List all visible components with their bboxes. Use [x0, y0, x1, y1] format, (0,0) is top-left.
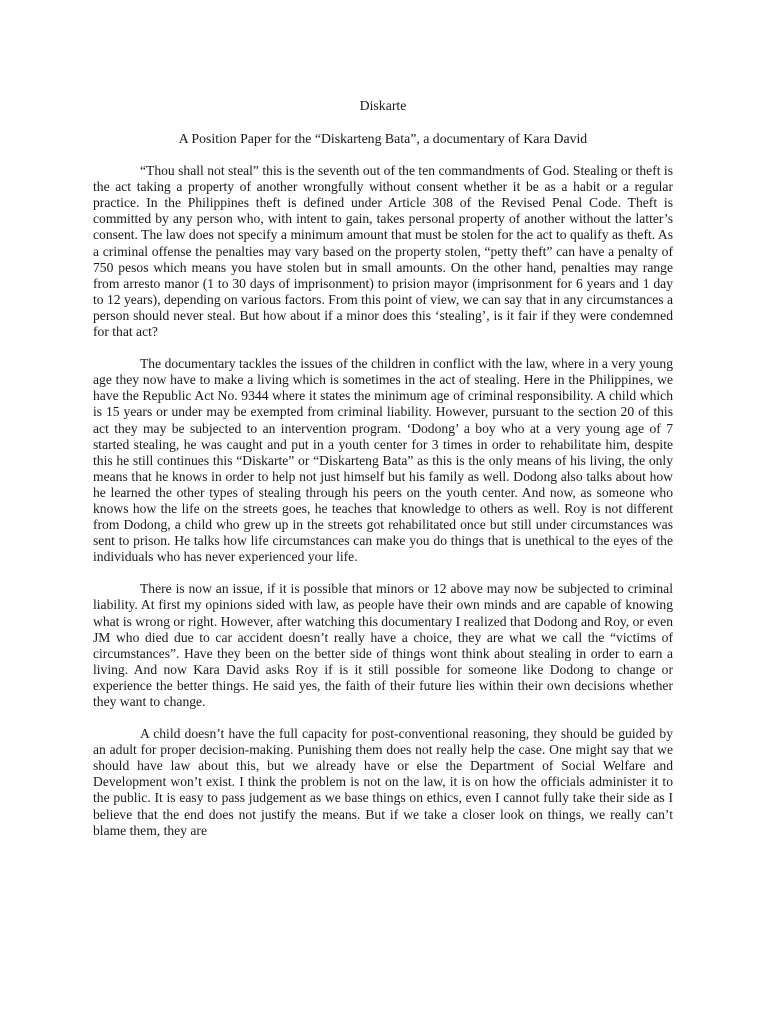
paragraph-4: A child doesn’t have the full capacity for post-conventional reasoning, they should be guided by an adult for proper decision-making. Punishing them does not really help the case. One might say that we should have law about this, but we already have or else the Department of Social Welfare and Development won’t exist. I think the problem is not on the law, it is on how the officials administer it to the public. It is easy to pass judgement as we base things on ethics, even I cannot fully take their side as I believe that the end does not justify the means. But if we take a closer look on things, we really can’t blame them, they are — [93, 726, 673, 838]
paragraph-3: There is now an issue, if it is possible that minors or 12 above may now be subjected to criminal liability. At first my opinions sided with law, as people have their own minds and are capable of knowing what is wrong or right. However, after watching this documentary I realized that Dodong and Roy, or even JM who died due to car accident doesn’t really have a choice, they are what we call the “victims of circumstances”. Have they been on the better side of things wont think about stealing in order to earn a living. And now Kara David asks Roy if is it still possible for someone like Dodong to change or experience the better things. He said yes, the faith of their future lies within their own decisions whether they want to change. — [93, 581, 673, 709]
paragraph-2: The documentary tackles the issues of the children in conflict with the law, where in a very young age they now have to make a living which is sometimes in the act of stealing. Here in the Philippines, we have the Republic Act No. 9344 where it states the minimum age of criminal responsibility. A child which is 15 years or under may be exempted from criminal liability. However, pursuant to the section 20 of this act they may be subjected to an intervention program. ‘Dodong’ a boy who at a very young age of 7 started stealing, he was caught and put in a youth center for 3 times in order to rehabilitate him, despite this he still continues this “Diskarte” or “Diskarteng Bata” as this is the only means of his living, the only means that he knows in order to help not just himself but his family as well. Dodong also talks about how he learned the other types of stealing through his peers on the youth center. And now, as someone who knows how the life on the streets goes, he teaches that knowledge to others as well. Roy is not different from Dodong, a child who grew up in the streets got rehabilitated once but still under circumstances was sent to prison. He talks how life circumstances can make you do things that is unethical to the eyes of the individuals who has never experienced your life. — [93, 356, 673, 565]
document-page — [93, 98, 673, 839]
document-subtitle: A Position Paper for the “Diskarteng Bata”, a documentary of Kara David — [178, 131, 588, 146]
document-title: Diskarte — [359, 98, 407, 113]
paragraph-1: “Thou shall not steal” this is the seventh out of the ten commandments of God. Stealing or theft is the act taking a property of another wrongfully without consent whether it be as a habit or a regular practice. In the Philippines theft is defined under Article 308 of the Revised Penal Code. Theft is committed by any person who, with intent to gain, takes personal property of another without the latter’s consent. The law does not specify a minimum amount that must be stolen for the act to qualify as theft. As a criminal offense the penalties may vary based on the property stolen, “petty theft” can have a penalty of 750 pesos which means you have stolen but in small amounts. On the other hand, penalties may range from arresto manor (1 to 30 days of imprisonment) to prision mayor (imprisonment for 6 years and 1 day to 12 years), depending on various factors. From this point of view, we can say that in any circumstances a person should never steal. But how about if a minor does this ‘stealing’, is it fair if they were condemned for that act? — [93, 163, 673, 340]
